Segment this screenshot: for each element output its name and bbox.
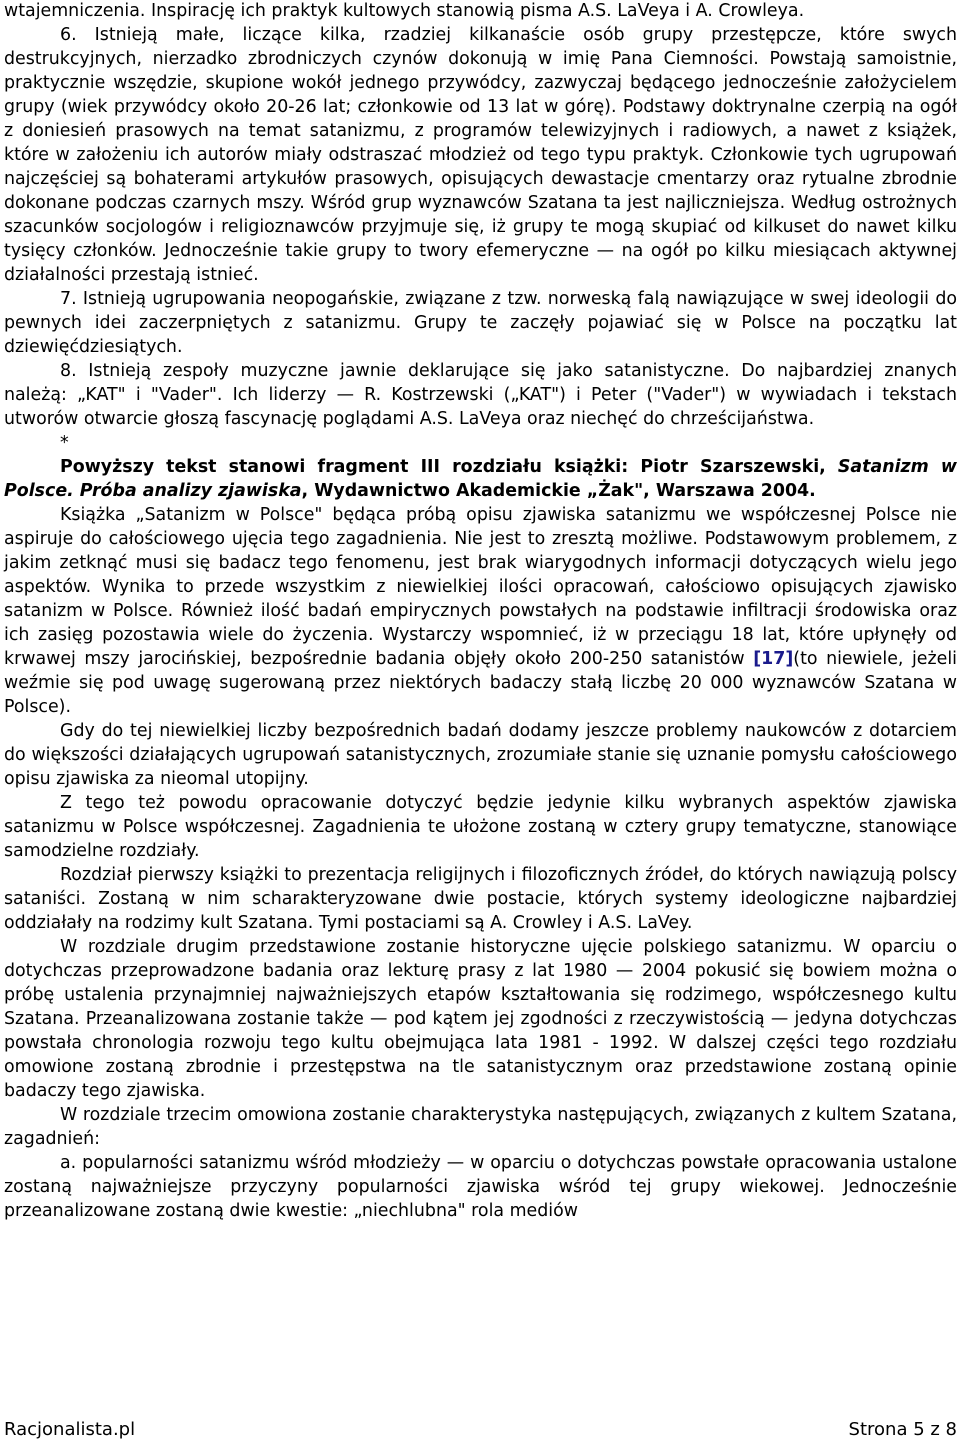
source-note-text-2: , Wydawnictwo Akademickie „Żak", Warszawa 2004.	[301, 481, 816, 501]
source-note-book-title: Satanizm w Polsce. Próba analizy zjawiska	[4, 457, 957, 501]
page-footer	[4, 1418, 957, 1442]
paragraph-book-scope-text-1: Książka „Satanizm w Polsce" będąca próbą opisu zjawiska satanizmu we współczesnej Polsce nie aspiruje do całościowego ujęcia tego zagadnienia. Nie jest to zresztą możliwe. Podstawowym problemem, z jakim zetknąć musi się badacz tego fenomenu, jest brak wiarygodnych informacji dotyczących wielu jego aspektów. Wynika to przede wszystkim z niewielkiej ilości opracowań, całościowo opisujących zjawisko satanizm w Polsce. Również ilość badań empirycznych powstałych na podstawie infiltracji środowiska oraz ich zasięg pozostawia wiele do życzenia. Wystarczy wspomnieć, iż w przeciągu 18 lat, które upłynęły od krwawej mszy jarocińskiej, bezpośrednie badania objęły około 200-250 satanistów	[4, 505, 957, 669]
paragraph-book-scope-text-2: (to niewiele, jeżeli weźmie się pod uwagę sugerowaną przez niektórych badaczy stałą liczbę 20 000 wyznawców Szatana w Polsce).	[4, 649, 957, 717]
paragraph-item-8: 8. Istnieją zespoły muzyczne jawnie deklarujące się jako satanistyczne. Do najbardziej znanych należą: „KAT" i "Vader". Ich liderzy — R. Kostrzewski („KAT") i Peter ("Vader") w wywiadach i tekstach utworów otwarcie głoszą fascynację poglądami A.S. LaVeya oraz niechęć do chrześcijaństwa.	[4, 361, 957, 429]
footnote-link-17[interactable]: [17]	[753, 649, 794, 669]
separator-star: *	[60, 433, 69, 453]
footer-page-number: Strona 5 z 8	[848, 1419, 957, 1440]
source-note-text-1: Powyższy tekst stanowi fragment III rozdziału książki: Piotr Szarszewski,	[60, 457, 838, 477]
paragraph-intro: wtajemniczenia. Inspirację ich praktyk kultowych stanowią pisma A.S. LaVeya i A. Crowleya.	[4, 1, 805, 21]
paragraph-selected-aspects: Z tego też powodu opracowanie dotyczyć będzie jedynie kilku wybranych aspektów zjawiska satanizmu w Polsce współczesnej. Zagadnienia te ułożone zostaną w cztery grupy tematyczne, stanowiące samodzielne rozdziały.	[4, 793, 957, 861]
paragraph-point-a: a. popularności satanizmu wśród młodzieży — w oparciu o dotychczas powstałe opracowania ustalone zostaną najważniejsze przyczyny popularności zjawiska wśród tej grupy wiekowej. Jednocześnie przeanalizowane zostaną dwie kwestie: „niechlubna" rola mediów	[4, 1153, 957, 1221]
paragraph-item-6: 6. Istnieją małe, liczące kilka, rzadziej kilkanaście osób grupy przestępcze, które swych destrukcyjnych, nierzadko zbrodniczych czynów dokonują w imię Pana Ciemności. Powstają samoistnie, praktycznie wszędzie, skupione wokół jednego przywódcy, zazwyczaj będącego jednocześnie założycielem grupy (wiek przywódcy około 20-26 lat; członkowie od 13 lat w górę). Podstawy doktrynalne czerpią na ogół z doniesień prasowych na temat satanizmu, z programów telewizyjnych i radiowych, a nawet z książek, które w założeniu ich autorów miały odstraszać młodzież od tego typu praktyk. Członkowie tych ugrupowań najczęściej są bohaterami artykułów prasowych, opisujących dewastacje cmentarzy oraz rytualne zbrodnie dokonane podczas czarnych mszy. Wśród grup wyznawców Szatana ta jest najliczniejsza. Według ostrożnych szacunków socjologów i religioznawców przyjmuje się, iż grupy te mogą skupiać od kilkuset do nawet kilku tysięcy członków. Jednocześnie takie grupy to twory efemeryczne — na ogół po kilku miesiącach aktywnej działalności przestają istnieć.	[4, 25, 957, 285]
source-note	[4, 455, 957, 503]
paragraph-chapter-three: W rozdziale trzecim omowiona zostanie charakterystyka następujących, związanych z kultem Szatana, zagadnień:	[4, 1105, 957, 1149]
paragraph-item-7: 7. Istnieją ugrupowania neopogańskie, związane z tzw. norweską falą nawiązujące w swej ideologii do pewnych idei zaczerpniętych z satanizmu. Grupy te zaczęły pojawiać się w Polsce na początku lat dziewięćdziesiątych.	[4, 289, 957, 357]
paragraph-chapter-one: Rozdział pierwszy książki to prezentacja religijnych i filozoficznych źródeł, do których nawiązują polscy sataniści. Zostaną w nim scharakteryzowane dwie postacie, których systemy ideologiczne najbardziej oddziałały na rodzimy kult Szatana. Tymi postaciami są A. Crowley i A.S. LaVey.	[4, 865, 957, 933]
document-body	[4, 0, 957, 1223]
paragraph-chapter-two: W rozdziale drugim przedstawione zostanie historyczne ujęcie polskiego satanizmu. W oparciu o dotychczas przeprowadzone badania oraz lekturę prasy z lat 1980 — 2004 pokusić się bowiem można o próbę ustalenia przynajmniej najważniejszych etapów kształtowania się rodzimego, współczesnego kultu Szatana. Przeanalizowana zostanie także — pod kątem jej zgodności z rzeczywistością — jedyna dotychczas powstała chronologia rozwoju tego kultu obejmująca lata 1981 - 1992. W dalszej części tego rozdziału omowione zostaną zbrodnie i przestępstwa na tle satanistycznym oraz przedstawione zostaną opinie badaczy tego zjawiska.	[4, 937, 957, 1101]
paragraph-book-scope	[4, 503, 957, 719]
paragraph-research-problems: Gdy do tej niewielkiej liczby bezpośrednich badań dodamy jeszcze problemy naukowców z dotarciem do większości działających ugrupowań satanistycznych, zrozumiałe stanie się uznanie pomysłu całościowego opisu zjawiska za nieomal utopijny.	[4, 721, 957, 789]
footer-site-name: Racjonalista.pl	[4, 1419, 136, 1440]
